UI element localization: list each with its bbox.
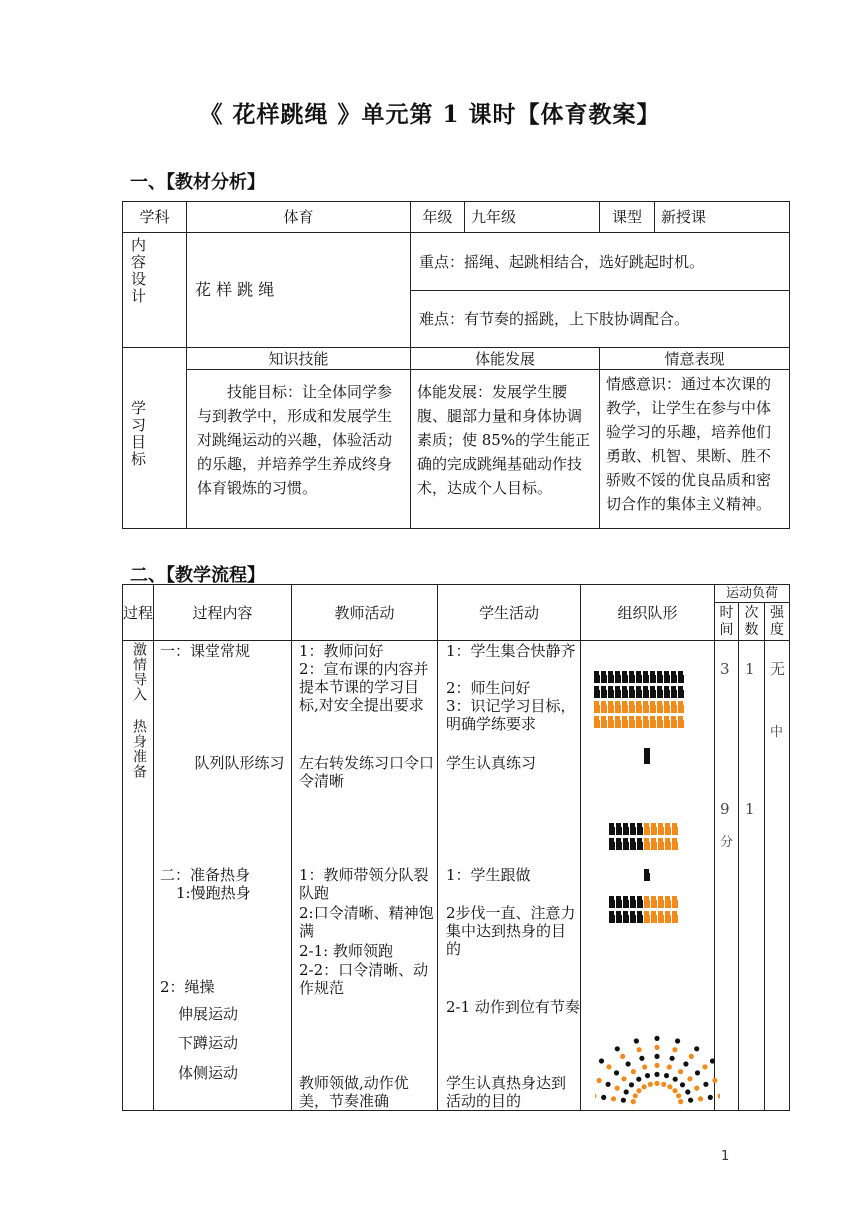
student-figure bbox=[664, 686, 669, 698]
formation-split-2 bbox=[608, 893, 698, 923]
fan-figure bbox=[642, 1064, 647, 1069]
col-skill: 知识技能 bbox=[187, 348, 411, 370]
type-value: 新授课 bbox=[655, 202, 790, 233]
fan-figure bbox=[620, 1054, 625, 1059]
student-figure bbox=[651, 823, 656, 835]
student-figure bbox=[615, 701, 620, 713]
fan-figure bbox=[689, 1054, 694, 1059]
time-value-1: 3 bbox=[720, 660, 730, 678]
stage-label: 激情导入 热身准备 bbox=[131, 642, 147, 779]
student-figure bbox=[637, 896, 642, 908]
fan-figure bbox=[606, 1082, 611, 1087]
fan-figure bbox=[636, 1077, 641, 1082]
header-content: 过程内容 bbox=[154, 585, 292, 641]
fan-figure bbox=[672, 1047, 677, 1052]
fan-figure bbox=[633, 1093, 638, 1098]
fan-figure bbox=[654, 1081, 659, 1086]
student-figure bbox=[630, 896, 635, 908]
student-figure bbox=[636, 701, 641, 713]
student-figure bbox=[594, 716, 599, 728]
student-figure bbox=[630, 911, 635, 923]
student-figure bbox=[637, 823, 642, 835]
student-figure bbox=[664, 671, 669, 683]
student-figure bbox=[636, 671, 641, 683]
student-figure bbox=[615, 716, 620, 728]
student-figure bbox=[665, 911, 670, 923]
student-figure bbox=[623, 823, 628, 835]
fan-figure bbox=[631, 1099, 636, 1104]
fan-figure bbox=[664, 1073, 669, 1078]
student-figure bbox=[636, 686, 641, 698]
student-figure bbox=[623, 896, 628, 908]
student-figure bbox=[651, 838, 656, 850]
student-figure bbox=[650, 701, 655, 713]
fan-figure bbox=[614, 1070, 619, 1075]
student-figure bbox=[629, 716, 634, 728]
section-heading-analysis: 一、【教材分析】 bbox=[130, 172, 265, 193]
fan-figure bbox=[654, 1063, 659, 1068]
student-f: 2步伐一直、注意力集中达到热身的目的 bbox=[446, 904, 576, 958]
fan-figure bbox=[675, 1038, 680, 1043]
student-figure bbox=[609, 911, 614, 923]
student-figure bbox=[658, 896, 663, 908]
student-figure bbox=[665, 823, 670, 835]
student-figure bbox=[630, 838, 635, 850]
intensity-value-1: 无 bbox=[770, 660, 786, 678]
grade-value: 九年级 bbox=[465, 202, 600, 233]
student-figure bbox=[678, 701, 683, 713]
fan-figure bbox=[695, 1070, 700, 1075]
student-figure bbox=[629, 671, 634, 683]
fan-figure bbox=[631, 1069, 636, 1074]
fan-figure bbox=[599, 1058, 604, 1063]
formation-fan bbox=[595, 1025, 720, 1107]
student-figure bbox=[672, 896, 677, 908]
student-figure bbox=[644, 911, 649, 923]
teacher-h: 教师领做,动作优美，节奏准确 bbox=[299, 1074, 409, 1110]
fan-figure bbox=[637, 1047, 642, 1052]
fan-figure bbox=[678, 1069, 683, 1074]
fan-figure bbox=[661, 1082, 666, 1087]
fan-figure bbox=[645, 1073, 650, 1078]
student-figure bbox=[657, 701, 662, 713]
student-figure bbox=[623, 911, 628, 923]
fan-figure bbox=[670, 1056, 675, 1061]
student-figure bbox=[657, 716, 662, 728]
teacher-c: 左右转发练习口令口令清晰 bbox=[299, 754, 435, 790]
student-figure bbox=[671, 671, 676, 683]
page-number: 1 bbox=[721, 1149, 730, 1164]
teacher-b: 2：宣布课的内容并提本节课的学习目标,对安全提出要求 bbox=[299, 660, 429, 714]
header-intensity: 强度 bbox=[765, 603, 790, 641]
student-figure bbox=[643, 716, 648, 728]
type-label: 课型 bbox=[600, 202, 655, 233]
student-figure bbox=[671, 686, 676, 698]
header-teacher: 教师活动 bbox=[292, 585, 438, 641]
student-figure bbox=[644, 838, 649, 850]
student-h: 学生认真热身达到活动的目的 bbox=[446, 1074, 567, 1110]
student-figure bbox=[671, 701, 676, 713]
analysis-table bbox=[122, 201, 790, 529]
fan-figure bbox=[636, 1088, 641, 1093]
student-figure bbox=[622, 701, 627, 713]
teacher-d: 1：教师带领分队裂队跑 bbox=[299, 866, 429, 902]
student-figure bbox=[622, 671, 627, 683]
student-figure bbox=[616, 896, 621, 908]
col-ability: 体能发展 bbox=[411, 348, 600, 370]
fan-figure bbox=[712, 1078, 717, 1083]
difficulty-point: 难点：有节奏的摇跳，上下肢协调配合。 bbox=[411, 291, 790, 348]
skill-goal-text: 技能目标：让全体同学参与到教学中，形成和发展学生对跳绳运动的兴趣，体验活动的乐趣，并培养学生养成终身体育锻炼的习惯。 bbox=[187, 370, 411, 529]
student-figure bbox=[622, 686, 627, 698]
student-figure bbox=[637, 838, 642, 850]
student-figure bbox=[672, 823, 677, 835]
content-rope: 2：绳操 bbox=[160, 978, 215, 996]
fan-figure bbox=[639, 1056, 644, 1061]
student-figure bbox=[671, 716, 676, 728]
teacher-f: 2-1: 教师领跑 bbox=[299, 942, 393, 960]
student-figure bbox=[644, 896, 649, 908]
header-process: 过程 bbox=[123, 585, 154, 641]
student-figure bbox=[658, 823, 663, 835]
fan-figure bbox=[615, 1046, 620, 1051]
subject-label: 学科 bbox=[123, 202, 187, 233]
content-warmup: 二：准备热身 bbox=[160, 866, 251, 884]
header-formation: 组织队形 bbox=[581, 585, 715, 641]
fan-figure bbox=[718, 1093, 720, 1098]
student-figure bbox=[672, 838, 677, 850]
content-drill: 队列队形练习 bbox=[194, 754, 285, 772]
student-figure bbox=[608, 716, 613, 728]
student-figure bbox=[616, 838, 621, 850]
count-value-2: 1 bbox=[745, 800, 755, 818]
fan-figure bbox=[634, 1038, 639, 1043]
student-figure bbox=[678, 671, 683, 683]
content-design-label: 内容设计 bbox=[129, 237, 147, 305]
student-figure bbox=[594, 671, 599, 683]
content-side: 体侧运动 bbox=[178, 1064, 239, 1082]
key-point: 重点：摇绳、起跳相结合，选好跳起时机。 bbox=[411, 233, 790, 291]
fan-figure bbox=[683, 1061, 688, 1066]
fan-figure bbox=[703, 1082, 708, 1087]
fan-figure bbox=[702, 1064, 707, 1069]
content-stretch: 伸展运动 bbox=[178, 1005, 239, 1023]
document-title: 《 花样跳绳 》单元第 1 课时【体育教案】 bbox=[199, 101, 661, 128]
fan-figure bbox=[624, 1089, 629, 1094]
fan-figure bbox=[597, 1078, 602, 1083]
fan-figure bbox=[667, 1084, 672, 1089]
student-figure bbox=[651, 911, 656, 923]
student-figure bbox=[608, 686, 613, 698]
fan-figure bbox=[626, 1061, 631, 1066]
formation-class-lines bbox=[593, 668, 703, 728]
student-figure bbox=[630, 823, 635, 835]
fan-figure bbox=[708, 1095, 713, 1100]
content-value: 花 样 跳 绳 bbox=[187, 233, 411, 348]
fan-figure bbox=[694, 1046, 699, 1051]
student-figure bbox=[623, 838, 628, 850]
student-figure bbox=[616, 823, 621, 835]
student-figure bbox=[594, 686, 599, 698]
student-figure bbox=[658, 911, 663, 923]
student-figure bbox=[608, 701, 613, 713]
section-heading-process: 二、【教学流程】 bbox=[130, 565, 265, 586]
fan-figure bbox=[685, 1089, 690, 1094]
student-e: 1：学生跟做 bbox=[446, 866, 531, 884]
teacher-e: 2:口令清晰、精神饱满 bbox=[299, 904, 434, 940]
emotion-goal-text: 情感意识：通过本次课的教学，让学生在参与中体验学习的乐趣，培养他们勇敢、机智、果断、胜不骄败不馁的优良品质和密切合作的集体主义精神。 bbox=[600, 370, 790, 529]
intensity-value-2: 中 bbox=[770, 725, 784, 740]
student-figure bbox=[651, 896, 656, 908]
student-figure bbox=[664, 716, 669, 728]
student-figure bbox=[643, 671, 648, 683]
student-figure bbox=[601, 686, 606, 698]
fan-figure bbox=[621, 1076, 626, 1081]
content-routine: 一：课堂常规 bbox=[160, 642, 251, 660]
fan-figure bbox=[676, 1093, 681, 1098]
student-figure bbox=[650, 716, 655, 728]
fan-figure bbox=[606, 1064, 611, 1069]
student-figure bbox=[657, 686, 662, 698]
student-figure bbox=[657, 671, 662, 683]
teacher-figure-2 bbox=[643, 866, 650, 885]
grade-label: 年级 bbox=[411, 202, 465, 233]
fan-figure bbox=[667, 1064, 672, 1069]
student-figure bbox=[665, 896, 670, 908]
content-squat: 下蹲运动 bbox=[178, 1034, 239, 1052]
student-figure bbox=[609, 823, 614, 835]
fan-figure bbox=[654, 1072, 659, 1077]
student-figure bbox=[594, 701, 599, 713]
fan-figure bbox=[611, 1096, 616, 1101]
fan-figure bbox=[629, 1082, 634, 1087]
fan-figure bbox=[615, 1086, 620, 1091]
ability-goal-text: 体能发展：发展学生腰腹、腿部力量和身体协调素质；使 85%的学生能正确的完成跳绳基础动作技术，达成个人目标。 bbox=[411, 370, 600, 529]
fan-figure bbox=[642, 1084, 647, 1089]
fan-figure bbox=[621, 1098, 626, 1103]
student-figure bbox=[601, 671, 606, 683]
student-figure bbox=[629, 686, 634, 698]
student-g: 2-1 动作到位有节奏 bbox=[446, 998, 580, 1016]
header-student: 学生活动 bbox=[438, 585, 581, 641]
fan-figure bbox=[673, 1077, 678, 1082]
student-figure bbox=[636, 716, 641, 728]
fan-figure bbox=[654, 1045, 659, 1050]
content-jog: 1:慢跑热身 bbox=[176, 884, 251, 902]
teacher-g: 2-2：口令清晰、动作规范 bbox=[299, 961, 429, 997]
fan-figure bbox=[672, 1088, 677, 1093]
student-figure bbox=[609, 838, 614, 850]
student-figure bbox=[643, 686, 648, 698]
fan-figure bbox=[654, 1036, 659, 1041]
student-figure bbox=[678, 716, 683, 728]
student-figure bbox=[643, 701, 648, 713]
time-unit: 分 bbox=[720, 835, 734, 850]
student-figure bbox=[622, 716, 627, 728]
col-emotion: 情意表现 bbox=[600, 348, 790, 370]
student-figure bbox=[609, 896, 614, 908]
student-figure bbox=[608, 671, 613, 683]
header-time: 时间 bbox=[715, 603, 739, 641]
student-a: 1：学生集合快静齐 bbox=[446, 642, 576, 660]
formation-split-1 bbox=[608, 820, 698, 850]
student-figure bbox=[665, 838, 670, 850]
time-value-2: 9 bbox=[720, 800, 730, 818]
student-figure bbox=[601, 716, 606, 728]
fan-figure bbox=[654, 1054, 659, 1059]
fan-figure bbox=[710, 1058, 715, 1063]
header-count: 次数 bbox=[739, 603, 765, 641]
student-figure bbox=[672, 911, 677, 923]
fan-figure bbox=[698, 1096, 703, 1101]
teacher-a: 1：教师问好 bbox=[299, 642, 384, 660]
fan-figure bbox=[648, 1082, 653, 1087]
student-c: 3：识记学习目标，明确学练要求 bbox=[446, 697, 576, 733]
student-figure bbox=[650, 686, 655, 698]
student-figure bbox=[650, 671, 655, 683]
fan-figure bbox=[694, 1086, 699, 1091]
fan-figure bbox=[595, 1093, 596, 1098]
teacher-figure bbox=[643, 748, 651, 768]
learning-goal-label: 学习目标 bbox=[129, 400, 147, 468]
count-value-1: 1 bbox=[745, 660, 755, 678]
student-figure bbox=[615, 671, 620, 683]
header-load: 运动负荷 bbox=[715, 585, 790, 603]
student-figure bbox=[644, 823, 649, 835]
student-figure bbox=[678, 686, 683, 698]
student-figure bbox=[664, 701, 669, 713]
fan-figure bbox=[601, 1095, 606, 1100]
student-figure bbox=[629, 701, 634, 713]
student-figure bbox=[616, 911, 621, 923]
student-b: 2：师生问好 bbox=[446, 679, 531, 697]
fan-figure bbox=[680, 1082, 685, 1087]
student-d: 学生认真练习 bbox=[446, 754, 537, 772]
fan-figure bbox=[678, 1099, 683, 1104]
student-figure bbox=[601, 701, 606, 713]
subject-value: 体育 bbox=[187, 202, 411, 233]
student-figure bbox=[658, 838, 663, 850]
fan-figure bbox=[687, 1076, 692, 1081]
student-figure bbox=[615, 686, 620, 698]
fan-figure bbox=[688, 1098, 693, 1103]
student-figure bbox=[637, 911, 642, 923]
